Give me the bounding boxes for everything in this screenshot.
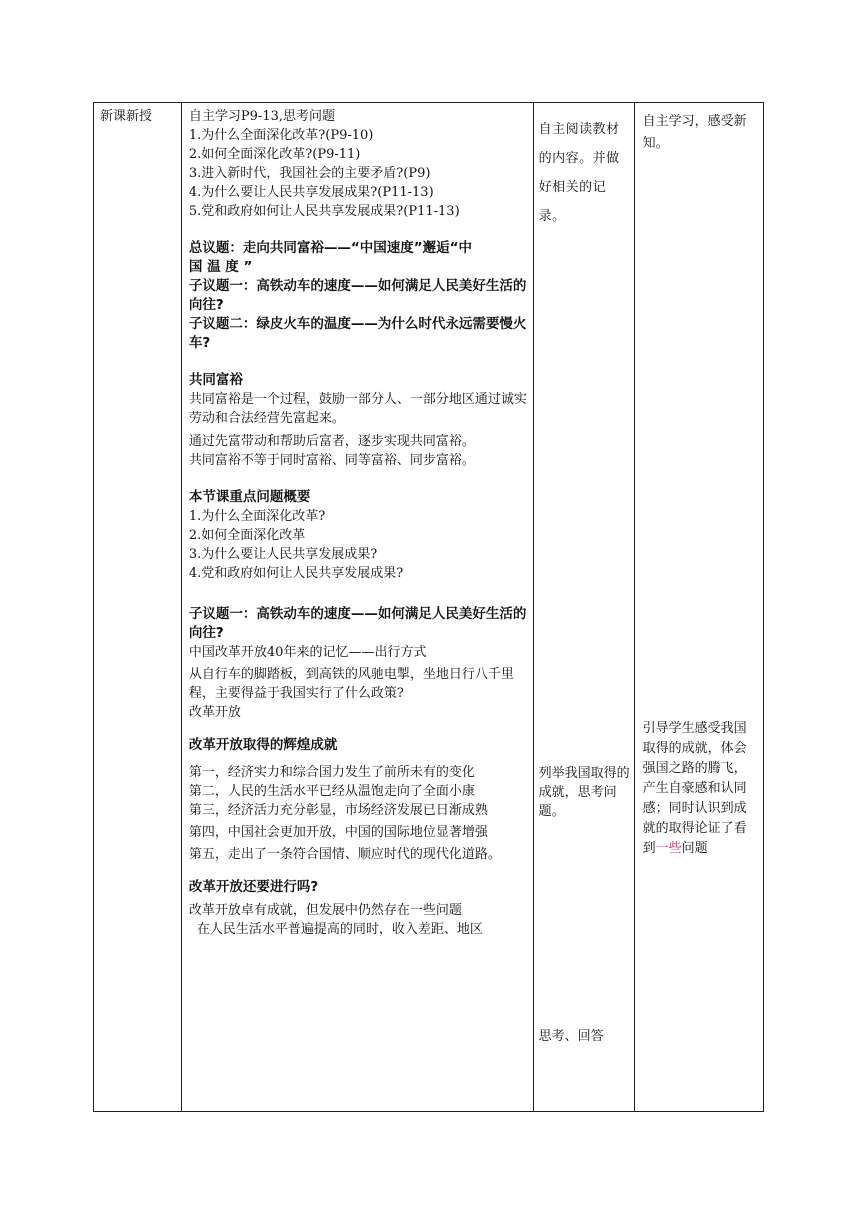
achievement-item: 第四，中国社会更加开放，中国的国际地位显著增强 bbox=[188, 825, 488, 840]
continue-title: 改革开放还要进行吗? bbox=[188, 879, 319, 895]
achievement-item: 第五，走出了一条符合国情、顺应时代的现代化道路。 bbox=[188, 847, 501, 862]
student-activity-3: 思考、回答 bbox=[538, 1029, 604, 1044]
sub-topic-1: 子议题一：高铁动车的速度——如何满足人民美好生活的向往? bbox=[188, 278, 527, 313]
highlighted-text: 一些 bbox=[655, 841, 682, 856]
design-intent-1: 自主学习，感受新知。 bbox=[642, 114, 747, 151]
memory-paragraph: 从自行车的脚踏板，到高铁的风驰电掣，坐地日行八千里程，主要得益于我国实行了什么政策? bbox=[188, 667, 514, 701]
intro-question: 4.为什么要让人民共享发展成果?(P11-13) bbox=[188, 185, 434, 200]
memory-title: 中国改革开放40年来的记忆——出行方式 bbox=[188, 645, 427, 660]
intro-title: 自主学习P9-13,思考问题 bbox=[188, 109, 335, 124]
achievement-item: 第二，人民的生活水平已经从温饱走向了全面小康 bbox=[188, 784, 475, 799]
lesson-table bbox=[93, 102, 764, 1112]
common-paragraph: 共同富裕是一个过程，鼓励一部分人、一部分地区通过诚实劳动和合法经营先富起来。 bbox=[188, 392, 527, 426]
summary-item: 3.为什么要让人民共享发展成果? bbox=[188, 547, 378, 562]
student-activity-2: 列举我国取得的成就，思考问题。 bbox=[538, 766, 630, 819]
summary-item: 2.如何全面深化改革 bbox=[188, 528, 306, 543]
design-intent-2 bbox=[643, 719, 759, 859]
sub-topic-1-repeat: 子议题一：高铁动车的速度——如何满足人民美好生活的向往? bbox=[188, 606, 527, 641]
common-paragraph: 共同富裕不等于同时富裕、同等富裕、同步富裕。 bbox=[188, 453, 475, 468]
design-intent-2-text: 引导学生感受我国取得的成就，体会强国之路的腾飞，产生自豪感和认同感；同时认识到成就的取得论证了看到 bbox=[642, 721, 747, 856]
main-topic-cont: 国 温 度 ” bbox=[188, 259, 253, 275]
achievement-item: 第一，经济实力和综合国力发生了前所未有的变化 bbox=[188, 765, 475, 780]
teaching-content bbox=[189, 107, 527, 939]
achievements-title: 改革开放取得的辉煌成就 bbox=[188, 737, 338, 753]
content-cell bbox=[181, 103, 533, 1112]
stage-cell bbox=[94, 103, 182, 1112]
common-prosperity-title: 共同富裕 bbox=[188, 372, 243, 388]
sub-topic-2: 子议题二：绿皮火车的温度——为什么时代永远需要慢火车? bbox=[188, 316, 527, 351]
intro-question: 2.如何全面深化改革?(P9-11) bbox=[188, 147, 361, 162]
achievement-item: 第三，经济活力充分彰显，市场经济发展已日渐成熟 bbox=[188, 803, 488, 818]
memory-answer: 改革开放 bbox=[188, 705, 241, 720]
common-paragraph: 通过先富带动和帮助后富者，逐步实现共同富裕。 bbox=[188, 434, 475, 449]
design-intent-2-tail: 问题 bbox=[681, 841, 708, 856]
table-row bbox=[94, 103, 764, 1112]
intro-question: 3.进入新时代，我国社会的主要矛盾?(P9) bbox=[188, 166, 431, 181]
main-topic: 总议题：走向共同富裕——“中国速度”邂逅“中 bbox=[188, 240, 473, 256]
continue-paragraph: 在人民生活水平普遍提高的同时，收入差距、地区 bbox=[196, 922, 483, 937]
design-intent-cell bbox=[634, 103, 763, 1112]
summary-item: 4.党和政府如何让人民共享发展成果? bbox=[188, 566, 404, 581]
student-activity-cell bbox=[533, 103, 634, 1112]
intro-question: 5.党和政府如何让人民共享发展成果?(P11-13) bbox=[188, 204, 460, 219]
summary-item: 1.为什么全面深化改革? bbox=[188, 509, 326, 524]
stage-label: 新课新授 bbox=[100, 109, 153, 124]
intro-question: 1.为什么全面深化改革?(P9-10) bbox=[188, 128, 374, 143]
student-activity-1: 自主阅读教材的内容。并做好相关的记录。 bbox=[538, 122, 620, 224]
summary-title: 本节课重点问题概要 bbox=[188, 489, 311, 505]
continue-paragraph: 改革开放卓有成就，但发展中仍然存在一些问题 bbox=[188, 903, 462, 918]
